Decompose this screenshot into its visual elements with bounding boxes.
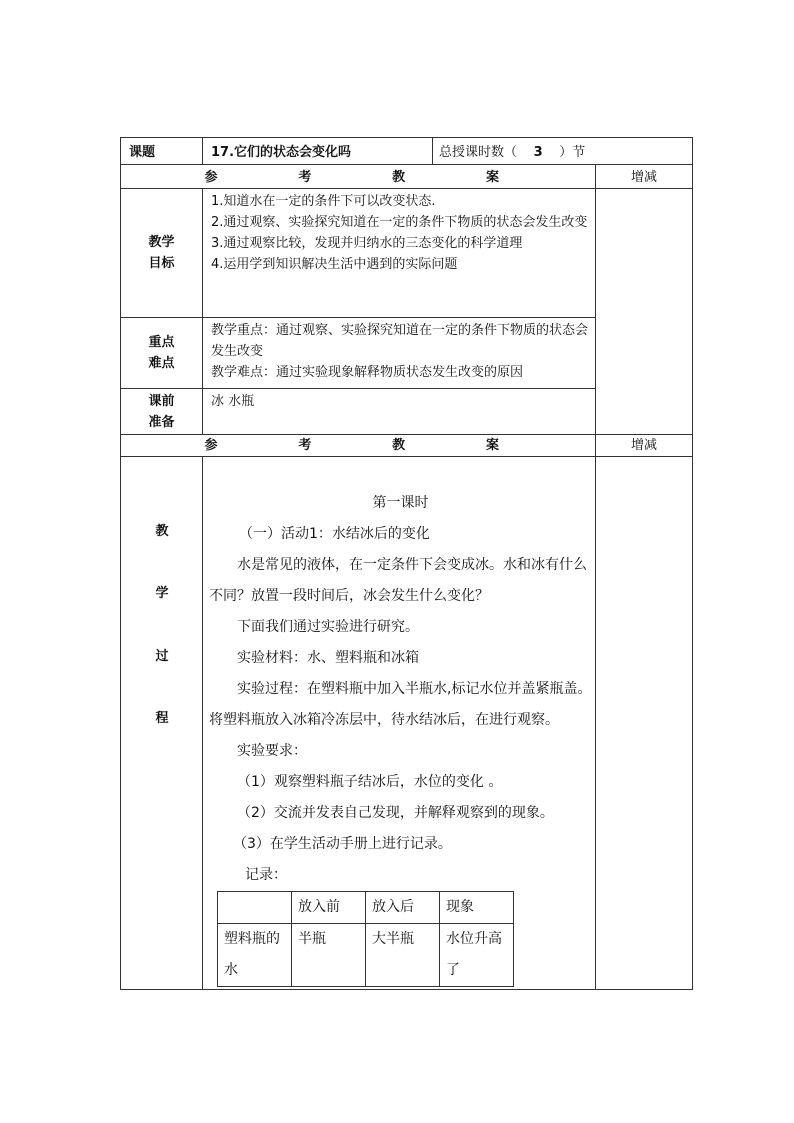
record-header-row xyxy=(218,892,514,924)
record-data-cell: 半瓶 xyxy=(292,924,366,987)
record-data-cell: 大半瓶 xyxy=(366,924,440,987)
ref-char-2: 考 xyxy=(298,170,312,185)
ref2-char-1: 参 xyxy=(204,438,218,453)
process-char-2: 学 xyxy=(155,586,169,601)
ref-char-1: 参 xyxy=(204,170,218,185)
process-content xyxy=(203,457,596,990)
requirements-title: 实验要求： xyxy=(237,743,307,759)
hours-suffix: ）节 xyxy=(559,145,586,160)
goals-label-line2: 目标 xyxy=(148,256,175,271)
goals-label xyxy=(121,189,203,318)
adjust-cell-top xyxy=(596,189,693,435)
goals-row xyxy=(121,189,693,318)
keypoints-content xyxy=(203,318,596,389)
procedure-paragraph: 实验过程：在塑料瓶中加入半瓶水,标记水位并盖紧瓶盖。将塑料瓶放入冰箱冷冻层中，待水结冰后，在进行观察。 xyxy=(209,681,592,728)
intro-paragraph: 水是常见的液体，在一定条件下会变成冰。水和冰有什么不同？放置一段时间后，冰会发生什么变化？ xyxy=(209,557,587,604)
record-data-row xyxy=(218,924,514,987)
requirement-item: （3）在学生活动手册上进行记录。 xyxy=(233,836,452,852)
topic-row xyxy=(121,138,693,165)
ref-char-4: 案 xyxy=(485,170,499,185)
keypoints-label-line1: 重点 xyxy=(148,335,175,350)
process-label xyxy=(121,457,203,990)
record-data-cell: 水位升高了 xyxy=(440,924,514,987)
materials-paragraph: 实验材料：水、塑料瓶和冰箱 xyxy=(237,650,419,666)
research-paragraph: 下面我们通过实验进行研究。 xyxy=(237,619,419,635)
ref2-char-3: 教 xyxy=(392,438,406,453)
goal-item: 2.通过观察、实验探究知道在一定的条件下物质的状态会发生改变 xyxy=(211,215,588,230)
record-label: 记录： xyxy=(245,867,287,883)
record-table xyxy=(217,891,514,987)
total-hours xyxy=(433,138,693,165)
hours-prefix: 总授课时数（ xyxy=(439,145,518,160)
record-data-cell: 塑料瓶的水 xyxy=(218,924,292,987)
prep-label xyxy=(121,389,203,435)
reference-header-row xyxy=(121,165,693,189)
reference-header xyxy=(203,165,596,189)
adjust-header-2: 增减 xyxy=(596,435,693,457)
process-char-1: 教 xyxy=(155,524,169,539)
record-header-cell: 现象 xyxy=(440,892,514,924)
ref2-char-4: 案 xyxy=(485,438,499,453)
adjust-header: 增减 xyxy=(596,165,693,189)
goal-item: 4.运用学到知识解决生活中遇到的实际问题 xyxy=(211,257,458,272)
process-char-3: 过 xyxy=(155,649,169,664)
adjust-cell-bottom xyxy=(596,457,693,990)
reference-header-row-2 xyxy=(121,435,693,457)
ref2-char-2: 考 xyxy=(298,438,312,453)
prep-label-line2: 准备 xyxy=(148,414,175,430)
keypoints-label-line2: 难点 xyxy=(148,356,175,371)
requirement-item: （2）交流并发表自己发现，并解释观察到的现象。 xyxy=(237,805,554,821)
reference-header-2 xyxy=(203,435,596,457)
activity-heading: （一）活动1：水结冰后的变化 xyxy=(239,526,430,542)
requirement-item: （1）观察塑料瓶子结冰后，水位的变化 。 xyxy=(237,774,503,790)
record-header-cell: 放入前 xyxy=(292,892,366,924)
teaching-focus: 教学重点：通过观察、实验探究知道在一定的条件下物质的状态会发生改变 xyxy=(211,323,589,359)
process-row xyxy=(121,457,693,990)
record-header-cell xyxy=(218,892,292,924)
goals-label-line1: 教学 xyxy=(148,235,175,250)
teaching-difficulty: 教学难点：通过实验现象解释物质状态发生改变的原因 xyxy=(211,365,524,380)
prep-label-line1: 课前 xyxy=(148,393,175,409)
topic-value: 17.它们的状态会变化吗 xyxy=(203,138,433,165)
topic-label: 课题 xyxy=(121,138,203,165)
hours-value: 3 xyxy=(533,145,543,160)
record-header-cell: 放入后 xyxy=(366,892,440,924)
goal-item: 3.通过观察比较，发现并归纳水的三态变化的科学道理 xyxy=(211,236,523,251)
process-char-4: 程 xyxy=(155,711,169,726)
lesson-title: 第一课时 xyxy=(372,495,429,511)
goal-item: 1.知道水在一定的条件下可以改变状态. xyxy=(211,194,436,209)
goals-content xyxy=(203,189,596,318)
lesson-plan-table xyxy=(120,137,693,990)
ref-char-3: 教 xyxy=(392,170,406,185)
prep-value: 冰 水瓶 xyxy=(203,389,596,435)
keypoints-label xyxy=(121,318,203,389)
